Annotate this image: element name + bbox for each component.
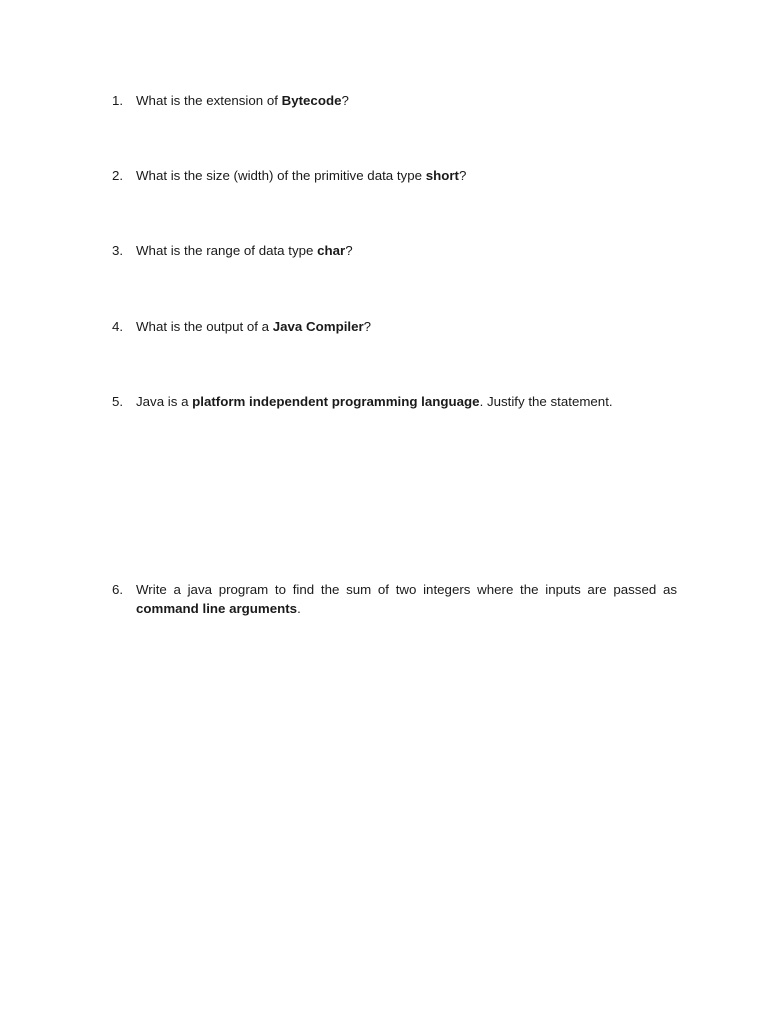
question-text-end: . Justify the statement. xyxy=(479,394,613,409)
question-keyword: char xyxy=(317,243,346,258)
question-keyword: Java Compiler xyxy=(272,319,364,334)
question-text-end: . xyxy=(297,601,301,616)
question-1 xyxy=(112,91,677,110)
question-number: 3. xyxy=(112,243,124,258)
question-number: 1. xyxy=(112,93,124,108)
question-6 xyxy=(112,580,677,618)
question-text xyxy=(136,580,677,618)
question-text xyxy=(136,241,677,260)
question-keyword: command line arguments xyxy=(136,601,298,616)
question-text-start: What is the range of data type xyxy=(136,243,318,258)
question-number: 4. xyxy=(112,319,124,334)
question-text-end: ? xyxy=(345,243,353,258)
question-3 xyxy=(112,241,677,260)
question-number: 6. xyxy=(112,582,124,597)
question-text-start: What is the size (width) of the primitive data type xyxy=(136,168,426,183)
question-text-end: ? xyxy=(341,93,349,108)
question-number: 5. xyxy=(112,394,124,409)
question-text-end: ? xyxy=(363,319,372,334)
question-text xyxy=(136,392,677,411)
question-text xyxy=(136,317,677,336)
question-text-end: ? xyxy=(458,168,467,183)
question-5 xyxy=(112,392,677,411)
question-text xyxy=(136,166,677,185)
question-text xyxy=(136,91,677,110)
question-text-start: Write a java program to find the sum of two integers where the inputs are passed as xyxy=(136,582,677,597)
question-keyword: short xyxy=(425,168,459,183)
question-text-start: Java is a xyxy=(136,394,193,409)
question-2 xyxy=(112,166,677,185)
question-text-start: What is the extension of xyxy=(136,93,282,108)
question-keyword: Bytecode xyxy=(281,93,342,108)
question-keyword: platform independent programming language xyxy=(192,394,480,409)
question-number: 2. xyxy=(112,168,124,183)
question-4 xyxy=(112,317,677,336)
question-text-start: What is the output of a xyxy=(136,319,273,334)
